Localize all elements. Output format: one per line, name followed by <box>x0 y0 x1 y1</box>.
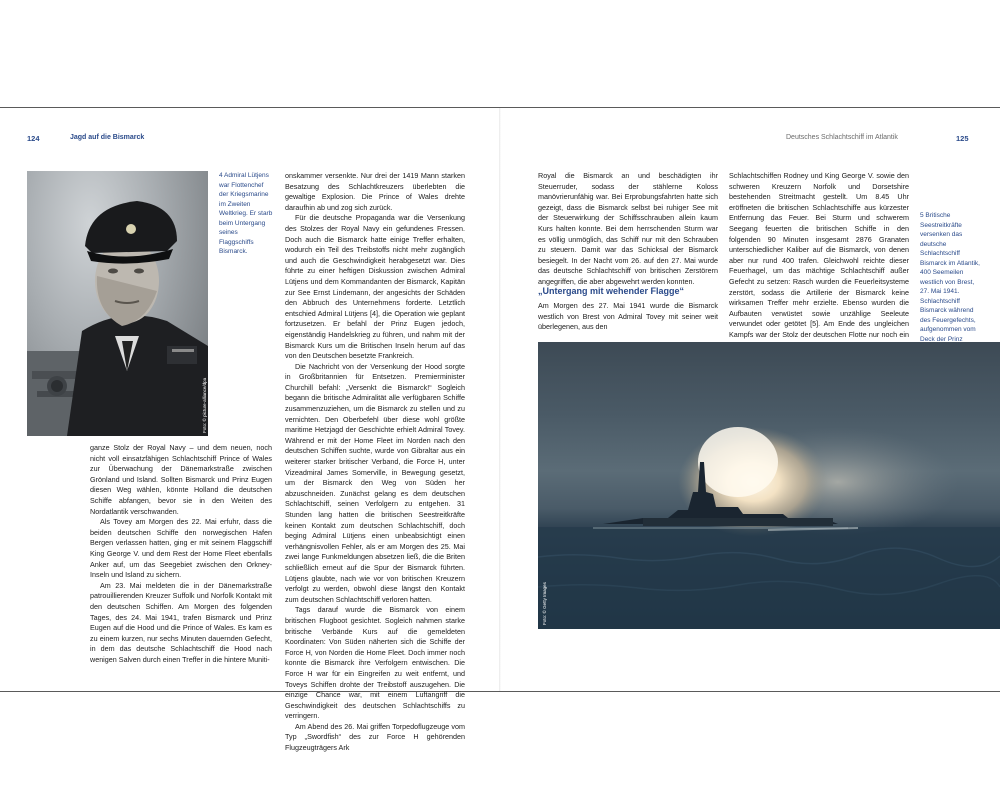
caption-5: 5 Britische Seestreitkräfte versenken das deutsche Schlachtschiff Bismarck im Atlantik, 400 Seemeilen westlich von Brest, 27. Mai 1941. Schlachtschiff Bismarck während des Feuergefechts, aufgenommen vom Deck der Prinz <box>920 212 980 343</box>
text-column-2 <box>285 171 465 754</box>
section-heading: „Untergang mit wehender Flagge“ <box>538 286 685 296</box>
portrait-illustration <box>27 171 208 436</box>
admiral-portrait-photo <box>27 171 208 436</box>
left-running-head: Jagd auf die Bismarck <box>70 134 145 141</box>
paragraph: Am Morgen des 27. Mai 1941 wurde die Bismarck westlich von Brest von Admiral Tovey mit seiner weit überlegenen, aus den <box>538 301 718 332</box>
paragraph: Die Nachricht von der Versenkung der Hood sorgte in Großbritannien für Entsetzen. Premierminister Churchill befahl: „Versenkt die Bismarck!“ Sogleich begann die britische Admiralität alle verfügbaren Schiffe zusammenzuziehen, um die Bismarck zu stellen und zu vernichten. Den Oberbefehl über diese wohl größte maritime Hetzjagd der Geschichte erhielt Admiral Tovey. Während er mit der Home Fleet im Norden nach den deutschen Schiffen suchte, wurde von Gibraltar aus ein weiterer starker britischer Verband, die Force H, unter Vizeadmiral James Somerville, in Bewegung gesetzt, um der Bismarck den Weg von Süden her abzuschneiden. Zunächst gelang es dem deutschen Schlachtschiff, seinen Verfolgern zu entgehen. 31 Stunden lang hatten die britischen Seestreitkräfte keinen Kontakt zum deutschen Schlachtschiff, doch beging Admiral Lütjens einen unbeabsichtigt einen verhängnisvollen Fehler, als er am Morgen des 25. Mai zwei lange Funkmeldungen absetzen ließ, die die Briten schließlich erneut auf die Spur der Bismarck führten. Lütjens glaubte, nach wie vor von britischen Kreuzern verfolgt zu werden, obwohl diese längst den Kontakt zum deutschen Schlachtschiff verloren hatten. <box>285 361 465 604</box>
paragraph: ganze Stolz der Royal Navy – und dem neuen, noch nicht voll einsatzfähigen Schlachtschiff Prince of Wales zur Überwachung der Dänemarkstraße zwischen Grönland und Island. Sollten Bismarck und Prinz Eugen diesen Weg wählen, könnte Holland die deutschen Schiffe abfangen, bevor sie in den Weiten des Nordatlantik verschwanden. <box>90 443 272 516</box>
paragraph: Für die deutsche Propaganda war die Versenkung des Stolzes der Royal Navy ein gefundenes Fressen. Doch auch die Bismarck hatte einige Treffer erhalten, wodurch ein Teil des Treibstoffs nicht mehr zugänglich und auch die Geschwindigkeit herabgesetzt war. Dies führte zu einer heftigen Diskussion zwischen Admiral Lütjens und dem Kommandanten der Bismarck, Kapitän zur See Ernst Lindemann, der angesichts der Schäden den Abbruch des Unternehmens forderte. Letztlich entschied Admiral Lütjens [4], die Operation wie geplant fortzusetzen. Er befahl der Prinz Eugen jedoch, eigenständig Handelskrieg zu führen, und nahm mit der Bismarck Kurs um die Britischen Inseln herum auf das von den Deutschen besetzte Frankreich. <box>285 213 465 361</box>
text-column-3 <box>538 171 718 288</box>
photo2-credit: Foto: © Getty Images <box>542 582 547 625</box>
paragraph: Schlachtschiffen Rodney und King George V. sowie den schweren Kreuzern Norfolk und Dorsetshire bestehenden Streitmacht gestellt. Um 8.45 Uhr eröffneten die britischen Schlachtschiffe aus kürzester Entfernung das Feuer. Bei Sturm und schwerem Seegang feuerten die britischen Schiffe in den folgenden 90 Minuten insgesamt 2876 Granaten unterschiedlicher Kaliber auf die Bismarck, von denen aber nur rund 400 trafen. Gleichwohl reichte dieser Feuerhagel, um das mächtige Schlachtschiff außer Gefecht zu setzen: Rasch wurden die Feuerleitsysteme zerstört, sodass die Artillerie der Bismarck keine wirksamen Treffer mehr erzielte. Ebenso wurden die Aufbauten verwüstet sowie unzählige Seeleute verwundet oder getötet [5]. Am Ende des ungleichen Kampfs war der Stolz der deutschen Flotte nur noch ein <box>729 171 909 339</box>
text-column-3b <box>538 301 718 333</box>
right-running-head: Deutsches Schlachtschiff im Atlantik <box>786 134 898 141</box>
paragraph: Royal die Bismarck an und beschädigten ihr Steuerruder, sodass der stählerne Koloss manövrierunfähig war. Bei Erprobungsfahrten hatte sich gezeigt, dass die Bismarck selbst bei ruhiger See mit der Steuerwirkung der Schiffsschrauben allein kaum Kurs halten konnte. Bei dem herrschenden Sturm war es völlig unmöglich, das Schiff nur mit den Schrauben zu steuern. Damit war das Schicksal der Bismarck besiegelt. In der Nacht vom 26. auf den 27. Mai wurde das deutsche Schlachtschiff von britischen Zerstörern angegriffen, die aber abgewehrt werden konnten. <box>538 171 718 286</box>
paragraph: Tags darauf wurde die Bismarck von einem britischen Flugboot gesichtet. Sogleich nahmen starke britische Verbände Kurs auf die gemeldeten Koordinaten: Von Süden näherten sich die Schiffe der Force H, von Norden die Home Fleet. Doch immer noch konnte die Bismarck ihre Verfolgern entwischen. Die Force H war für ein Eingreifen zu weit entfernt, und Toveys Schiffen drohte der Treibstoff auszugehen. Die einzige Chance war, mit einem Luftangriff die Geschwindigkeit des deutschen Schlachtschiffs zu verringern. <box>285 605 465 721</box>
paragraph: Als Tovey am Morgen des 22. Mai erfuhr, dass die beiden deutschen Schiffe den norwegischen Hafen Bergen verlassen hatten, ging er mit seinem Flaggschiff King George V. und dem Rest der Home Fleet ebenfalls Anker auf, um das Seegebiet zwischen den Orkney-Inseln und Island zu sichern. <box>90 517 272 580</box>
battleship-photo <box>538 342 1000 629</box>
left-page-number: 124 <box>27 134 40 143</box>
caption-4: 4 Admiral Lütjens war Flottenchef der Kriegsmarine im Zweiten Weltkrieg. Er starb beim Untergang seines Flaggschiffs Bismarck. <box>219 172 273 255</box>
book-spread <box>0 107 1000 753</box>
paragraph: Am 23. Mai meldeten die in der Dänemarkstraße patrouillierenden Kreuzer Suffolk und Norfolk Kontakt mit den deutschen Schiffen. Am Morgen des folgenden Tages, des 24. Mai 1941, trafen Bismarck und Prinz Eugen auf die Hood und die Prince of Wales. Es kam es zu einem kurzen, nur sechs Minuten dauernden Gefecht, in dem das deutsche Schlachtschiff die Hood nach wenigen Salven durch einen Treffer in die hintere Muniti- <box>90 580 272 664</box>
battleship-illustration <box>538 342 1000 629</box>
text-column-1 <box>90 443 272 665</box>
paragraph: onskammer versenkte. Nur drei der 1419 Mann starken Besatzung des Schlachtkreuzers überlebten die gewaltige Explosion. Die Prince of Wales drehte daraufhin ab und zog sich zurück. <box>285 171 465 212</box>
right-page-number: 125 <box>956 134 969 143</box>
photo1-credit: Foto: © picture-alliance/dpa <box>202 377 207 433</box>
paragraph: Am Abend des 26. Mai griffen Torpedoflugzeuge vom Typ „Swordfish“ des zur Force H gehörenden Flugzeugträgers Ark <box>285 721 465 753</box>
page-gutter <box>499 108 501 691</box>
